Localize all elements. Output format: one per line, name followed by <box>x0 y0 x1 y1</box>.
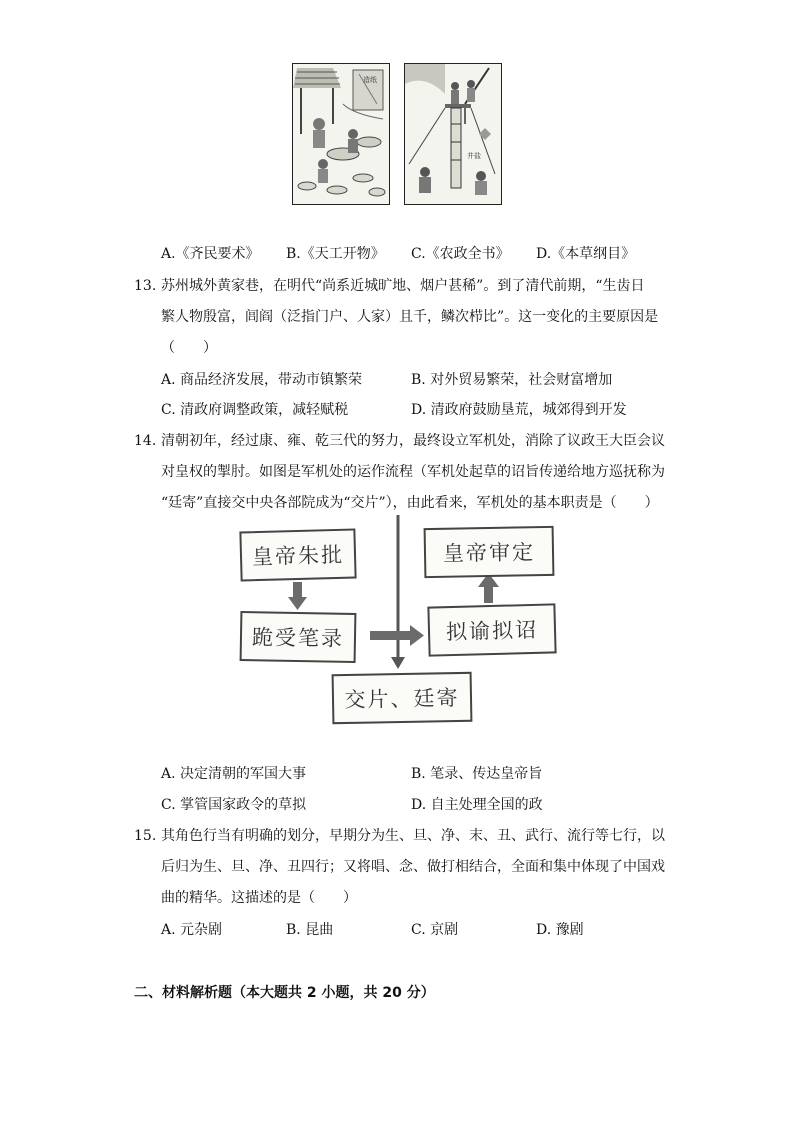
q14-number: 14. <box>134 433 157 449</box>
q14-line-3: “廷寄”直接交中央各部院成为“交片”），由此看来，军机处的基本职责是（ ） <box>161 495 659 511</box>
q13-line-1: 苏州城外黄家巷，在明代“尚系近城旷地、烟户甚稀”。到了清代前期，“生齿日 <box>161 278 645 294</box>
well-salt-caption: 井盐 <box>467 152 481 160</box>
q14-line-1: 清朝初年，经过康、雍、乾三代的努力，最终设立军机处，消除了议政王大臣会议 <box>161 433 665 449</box>
papermaking-caption: 造纸 <box>363 76 377 84</box>
q13-line-2: 繁人物殷富，闾阎（泛指门户、人家）且千，鳞次栉比”。这一变化的主要原因是 <box>161 309 659 325</box>
q15-line-1: 其角色行当有明确的划分，早期分为生、旦、净、末、丑、武行、流行等七行，以 <box>161 828 665 844</box>
well-salt-drawing <box>405 64 501 204</box>
flow-box-jiaopian-tingji: 交片、廷寄 <box>332 672 473 724</box>
flow-box-draft-edict: 拟谕拟诏 <box>427 603 556 656</box>
grand-council-flow-diagram <box>230 515 560 730</box>
q14-option-d[interactable]: D. 自主处理全国的政 <box>411 797 543 813</box>
q14-option-a[interactable]: A. 决定清朝的军国大事 <box>161 766 307 782</box>
flow-box-emperor-review: 皇帝审定 <box>424 526 555 578</box>
flow-box-kneel-record: 跪受笔录 <box>240 611 357 663</box>
q12-option-d[interactable]: D.《本草纲目》 <box>536 246 636 262</box>
q14-option-b[interactable]: B. 笔录、传达皇帝旨 <box>411 766 543 782</box>
q14-line-2: 对皇权的掣肘。如图是军机处的运作流程（军机处起草的诏旨传递给地方巡抚称为 <box>161 464 665 480</box>
q13-option-c[interactable]: C. 清政府调整政策，减轻赋税 <box>161 402 349 418</box>
q13-option-b[interactable]: B. 对外贸易繁荣，社会财富增加 <box>411 372 613 388</box>
q15-number: 15. <box>134 828 157 844</box>
q13-number: 13. <box>134 278 157 294</box>
q15-option-d[interactable]: D. 豫剧 <box>536 922 584 938</box>
flow-box-emperor-vermilion: 皇帝朱批 <box>239 528 356 581</box>
q13-option-d[interactable]: D. 清政府鼓励垦荒，城郊得到开发 <box>411 402 627 418</box>
well-salt-illustration <box>404 63 502 205</box>
papermaking-illustration <box>292 63 390 205</box>
q13-line-3: （ ） <box>161 340 217 356</box>
q15-option-a[interactable]: A. 元杂剧 <box>161 922 223 938</box>
q12-option-c[interactable]: C.《农政全书》 <box>411 246 510 262</box>
q15-option-c[interactable]: C. 京剧 <box>411 922 459 938</box>
q12-option-b[interactable]: B.《天工开物》 <box>286 246 385 262</box>
q13-option-a[interactable]: A. 商品经济发展，带动市镇繁荣 <box>161 372 363 388</box>
q15-line-3: 曲的精华。这描述的是（ ） <box>161 890 357 906</box>
section-2-title: 二、材料解析题（本大题共 2 小题，共 20 分） <box>134 985 435 1001</box>
q15-line-2: 后归为生、旦、净、丑四行；又将唱、念、做打相结合，全面和集中体现了中国戏 <box>161 859 665 875</box>
q12-option-a[interactable]: A.《齐民要术》 <box>161 246 260 262</box>
q15-option-b[interactable]: B. 昆曲 <box>286 922 334 938</box>
q14-option-c[interactable]: C. 掌管国家政令的草拟 <box>161 797 307 813</box>
papermaking-drawing <box>293 64 389 204</box>
